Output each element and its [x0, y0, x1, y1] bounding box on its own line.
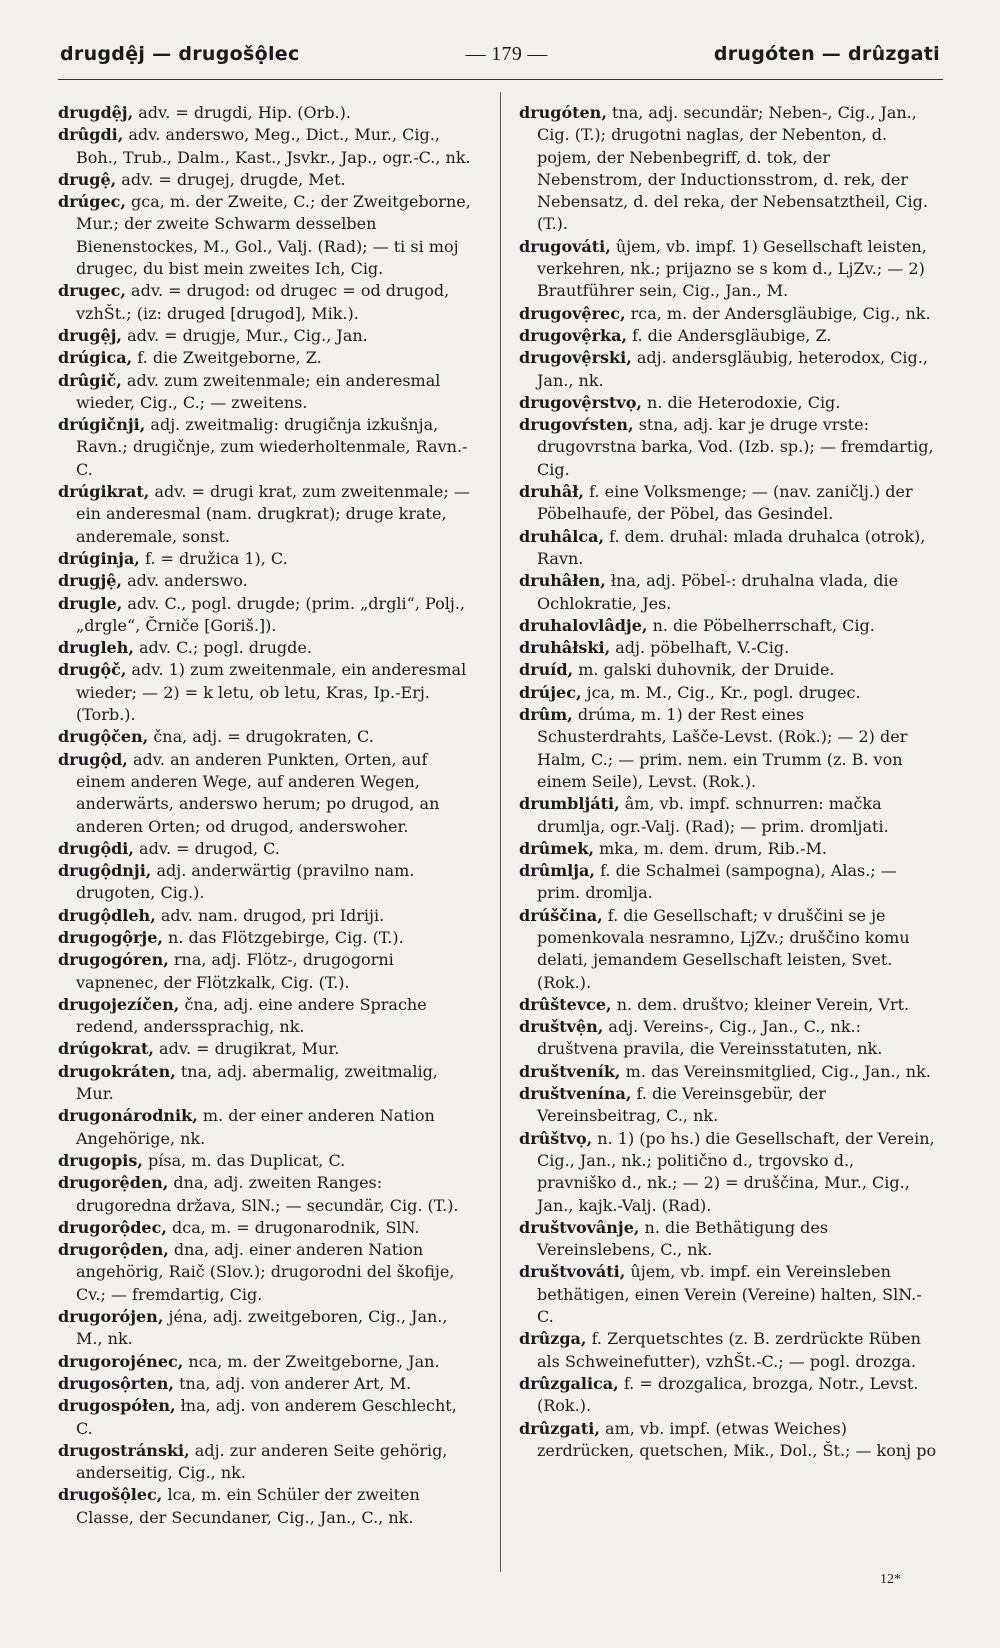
entry-headword: drûštvọ,	[519, 1128, 593, 1148]
dictionary-entry	[519, 1128, 937, 1217]
entry-headword: drûgdi,	[58, 125, 124, 145]
dictionary-entry	[58, 1105, 476, 1150]
entry-headword: drugováti,	[519, 236, 611, 256]
dictionary-entry	[58, 1061, 476, 1106]
dictionary-entry	[58, 659, 476, 726]
dictionary-entry	[58, 749, 476, 838]
entry-headword: drúginja,	[58, 548, 140, 568]
dictionary-entry	[58, 1440, 476, 1485]
entry-definition: adv. nam. drugod, pri Idriji.	[160, 905, 385, 925]
entry-definition: tna, adj. von anderer Art, M.	[179, 1373, 412, 1393]
entry-headword: drugovệrec,	[519, 303, 626, 323]
entry-headword: drugộd,	[58, 749, 128, 769]
dictionary-entry	[58, 124, 476, 169]
entry-headword: drugostránski,	[58, 1440, 190, 1460]
dictionary-entry	[519, 793, 937, 838]
dictionary-entry	[519, 1061, 937, 1083]
entry-definition: ûjem, vb. impf. 1) Gesellschaft leisten, verkehren, nk.; prijazno se s kom d., LjZv.; — 2) Brautführer sein, Cig., Jan., M.	[537, 236, 927, 301]
entry-definition: m. das Vereinsmitglied, Cig., Jan., nk.	[625, 1061, 931, 1081]
entry-definition: adj. anderwärtig (pravilno nam. drugoten, Cig.).	[76, 861, 415, 903]
entry-definition: m. der einer anderen Nation Angehörige, nk.	[76, 1106, 435, 1148]
entry-headword: društvenína,	[519, 1084, 632, 1104]
entry-definition: adj. pöbelhaft, V.-Cig.	[615, 638, 790, 658]
entry-definition: jéna, adj. zweitgeboren, Cig., Jan., M., nk.	[76, 1307, 448, 1349]
entry-headword: drúščina,	[519, 905, 603, 925]
dictionary-entry	[58, 347, 476, 369]
entry-headword: drugộdi,	[58, 838, 134, 858]
entry-definition: tna, adj. secundär; Neben-, Cig., Jan., Cig. (T.); drugotni naglas, der Nebenton, d. pojem, der Nebenbegriff, d. tok, der Nebenstrom, der Inductionsstrom, d. rek, der Nebensatz, d. del reka, der Nebensatztheil, Cig. (T.).	[537, 103, 928, 234]
dictionary-entry	[58, 726, 476, 748]
entry-definition: dca, m. = drugonarodnik, SlN.	[171, 1217, 420, 1237]
dictionary-entry	[58, 1395, 476, 1440]
entry-headword: drugleh,	[58, 638, 134, 658]
dictionary-entry	[58, 548, 476, 570]
entry-definition: f. die Zweitgeborne, Z.	[137, 348, 322, 368]
dictionary-entry	[58, 414, 476, 481]
entry-definition: adv. = drugod, C.	[139, 838, 280, 858]
dictionary-entry	[58, 1172, 476, 1217]
entry-headword: druíd,	[519, 660, 574, 680]
entry-definition: tna, adj. abermalig, zweitmalig, Mur.	[76, 1061, 438, 1104]
dictionary-entry	[519, 1373, 937, 1418]
entry-definition: adj. Vereins-, Cig., Jan., C., nk.: društvena pravila, die Vereinsstatuten, nk.	[537, 1017, 883, 1059]
header-left-guide-words: drugdệj — drugošộlec	[60, 43, 300, 65]
entry-headword: drugệ,	[58, 169, 117, 189]
entry-headword: drugospółen,	[58, 1396, 176, 1416]
entry-definition: adv. an anderen Punkten, Orten, auf einem anderen Wege, auf anderen Wegen, anderwärts, anderswo herum; po drugod, an anderen Orten; od drugod, anderswoher.	[76, 749, 440, 836]
dictionary-entry	[519, 838, 937, 860]
entry-headword: drugovệrka,	[519, 325, 628, 345]
entry-headword: drújec,	[519, 682, 582, 702]
entry-definition: n. die Bethätigung des Vereinslebens, C., nk.	[537, 1217, 829, 1260]
entry-headword: drúgec,	[58, 192, 126, 212]
entry-headword: društvovânje,	[519, 1217, 640, 1237]
entry-headword: drugdệj,	[58, 103, 134, 122]
entry-headword: drûštevce,	[519, 994, 612, 1014]
entry-headword: drûzga,	[519, 1329, 587, 1349]
entry-headword: drûm,	[519, 705, 573, 725]
entry-definition: f. dem. druhal: mlada druhalca (otrok), Ravn.	[537, 526, 926, 568]
page-number: — 179 —	[465, 42, 548, 65]
entry-headword: drugogộrje,	[58, 927, 163, 947]
entry-headword: drugovŕsten,	[519, 415, 634, 435]
dictionary-entry	[519, 682, 937, 704]
entry-definition: čna, adj. = drugokraten, C.	[153, 727, 374, 747]
entry-definition: rca, m. der Andersgläubige, Cig., nk.	[630, 303, 931, 323]
entry-headword: drugorójen,	[58, 1307, 164, 1327]
dictionary-entry	[519, 481, 937, 526]
running-header	[60, 36, 940, 72]
entry-headword: drûmek,	[519, 838, 595, 858]
dictionary-entry	[58, 570, 476, 592]
dictionary-entry	[58, 1484, 476, 1529]
entry-headword: drúgikrat,	[58, 482, 150, 502]
entry-definition: rna, adj. Flötz-, drugogorni vapnenec, der Flötzkalk, Cig. (T.).	[76, 950, 394, 992]
entry-headword: drugorệden,	[58, 1173, 169, 1193]
dictionary-entry	[58, 905, 476, 927]
header-rule	[58, 79, 943, 80]
entry-definition: adv. 1) zum zweitenmale, ein anderesmal wieder; — 2) = k letu, ob letu, Kras, Ip.-Erj. (Torb.).	[76, 660, 467, 725]
entry-headword: drugộčen,	[58, 727, 149, 747]
dictionary-entry	[58, 637, 476, 659]
entry-definition: n. die Heterodoxie, Cig.	[647, 392, 841, 412]
dictionary-entry	[58, 1217, 476, 1239]
dictionary-entry	[519, 1016, 937, 1061]
entry-headword: drumbljáti,	[519, 794, 620, 814]
entry-headword: druhalovlâdje,	[519, 615, 648, 635]
entry-definition: čna, adj. eine andere Sprache redend, anderssprachig, nk.	[76, 994, 427, 1037]
dictionary-entry	[519, 860, 937, 905]
entry-headword: drugjệ,	[58, 571, 122, 591]
entry-headword: drugorojénec,	[58, 1351, 184, 1371]
entry-headword: drugokráten,	[58, 1061, 176, 1081]
entry-definition: f. Zerquetschtes (z. B. zerdrückte Rüben als Schweinefutter), vzhŠt.-C.; — pogl. drozga.	[537, 1329, 921, 1371]
dictionary-entry	[519, 1083, 937, 1128]
dictionary-entry	[519, 102, 937, 236]
dictionary-entry	[58, 169, 476, 191]
entry-definition: adv. anderswo.	[127, 571, 248, 591]
entry-definition: stna, adj. kar je druge vrste: drugovrstna barka, Vod. (Izb. sp.); — fremdartig, Cig.	[537, 415, 934, 479]
entry-definition: f. = drozgalica, brozga, Notr., Levst. (Rok.).	[537, 1373, 919, 1416]
entry-headword: drugộdleh,	[58, 905, 156, 925]
dictionary-entry	[519, 236, 937, 303]
entry-definition: adv. = drugod: od drugec = od drugod, vzhŠt.; (iz: druged [drugod], Mik.).	[76, 281, 450, 323]
entry-definition: f. eine Volksmenge; — (nav. zaničlj.) der Pöbelhaufe, der Pöbel, das Gesindel.	[537, 482, 913, 524]
entry-definition: n. 1) (po hs.) die Gesellschaft, der Verein, Cig., Jan., nk.; politično d., trgovsko d., pravniško d., nk.; — 2) = druščina, Mur., Cig., Jan., kajk.-Valj. (Rad).	[537, 1128, 935, 1215]
dictionary-entry	[58, 860, 476, 905]
entry-headword: drugovệrski,	[519, 348, 632, 368]
dictionary-entry	[58, 1038, 476, 1060]
entry-definition: adv. = drugdi, Hip. (Orb.).	[138, 103, 351, 122]
column-divider	[500, 92, 501, 1572]
entry-definition: adj. zweitmalig: drugičnja izkušnja, Ravn.; drugičnje, zum wiederholtenmale, Ravn.-C.	[76, 415, 468, 479]
dictionary-entry	[58, 927, 476, 949]
entry-headword: drugošộlec,	[58, 1485, 163, 1505]
entry-headword: društvováti,	[519, 1262, 626, 1282]
entry-definition: lca, m. ein Schüler der zweiten Classe, der Secundaner, Cig., Jan., C., nk.	[76, 1485, 420, 1527]
header-right-guide-words: drugóten — drûzgati	[713, 43, 940, 65]
dictionary-entry	[58, 102, 476, 124]
entry-headword: drugosộrten,	[58, 1373, 174, 1393]
dictionary-entry	[58, 593, 476, 638]
entry-headword: drugorộdec,	[58, 1217, 167, 1237]
entry-headword: drugệj,	[58, 325, 122, 345]
entry-definition: písa, m. das Duplicat, C.	[148, 1150, 346, 1170]
entry-headword: drugonárodnik,	[58, 1106, 198, 1126]
dictionary-entry	[519, 1328, 937, 1373]
entry-definition: adv. C.; pogl. drugde.	[139, 638, 312, 658]
entry-definition: gca, m. der Zweite, C.; der Zweitgeborne, Mur.; der zweite Schwarm desselben Bienenstockes, M., Gol., Valj. (Rad); — ti si moj drugec, du bist mein zweites Ich, Cig.	[76, 192, 471, 279]
dictionary-entry	[58, 838, 476, 860]
entry-definition: łna, adj. Pöbel-: druhalna vlada, die Ochlokratie, Jes.	[537, 571, 899, 613]
entry-headword: drugovệrstvọ,	[519, 392, 642, 412]
dictionary-entry	[519, 347, 937, 392]
dictionary-entry	[519, 1217, 937, 1262]
right-column	[519, 102, 937, 1462]
signature-mark: 12*	[880, 1572, 901, 1587]
dictionary-entry	[58, 280, 476, 325]
entry-definition: dna, adj. einer anderen Nation angehörig, Raič (Slov.); drugorodni del škofije, Cv.; — fremdartig, Cig.	[76, 1240, 455, 1304]
entry-definition: drúma, m. 1) der Rest eines Schusterdrahts, Lašče-Levst. (Rok.); — 2) der Halm, C.; — prim. nem. ein Trumm (z. B. von einem Seile), Levst. (Rok.).	[537, 705, 908, 791]
dictionary-entry	[58, 1239, 476, 1306]
dictionary-entry	[58, 1351, 476, 1373]
entry-definition: jca, m. M., Cig., Kr., pogl. drugec.	[586, 682, 861, 702]
dictionary-entry	[58, 191, 476, 280]
entry-definition: f. die Vereinsgebür, der Vereinsbeitrag, C., nk.	[537, 1084, 826, 1126]
entry-headword: drugorộden,	[58, 1240, 169, 1260]
entry-definition: am, vb. impf. (etwas Weiches) zerdrücken, quetschen, Mik., Dol., Št.; — konj po	[537, 1418, 937, 1460]
dictionary-entry	[519, 414, 937, 481]
entry-definition: adj. zur anderen Seite gehörig, anderseitig, Cig., nk.	[76, 1440, 448, 1483]
entry-definition: adj. andersgläubig, heterodox, Cig., Jan., nk.	[537, 348, 928, 390]
entry-headword: drugec,	[58, 281, 126, 301]
dictionary-entry	[519, 615, 937, 637]
entry-definition: f. die Andersgläubige, Z.	[632, 325, 832, 345]
dictionary-entry	[519, 659, 937, 681]
dictionary-entry	[519, 392, 937, 414]
entry-headword: druhâlca,	[519, 526, 605, 546]
entry-headword: drugộdnji,	[58, 861, 152, 881]
entry-definition: f. die Gesellschaft; v druščini se je pomenkovala nesramno, LjZv.; druščino komu delati, jemandem Gesellschaft leisten, Svet. (Rok.).	[537, 905, 910, 992]
entry-definition: adv. = drugi krat, zum zweitenmale; — ein anderesmal (nam. drugkrat); druge krate, anderemale, sonst.	[76, 482, 470, 546]
dictionary-entry	[519, 905, 937, 994]
entry-definition: adv. C., pogl. drugde; (prim. „drgli“, Polj., „drgle“, Črniče [Goriš.]).	[76, 593, 466, 635]
dictionary-entry	[519, 526, 937, 571]
entry-headword: drûmlja,	[519, 861, 595, 881]
entry-headword: društvện,	[519, 1017, 604, 1037]
dictionary-entry	[58, 1306, 476, 1351]
dictionary-entry	[519, 1261, 937, 1328]
dictionary-entry	[58, 949, 476, 994]
entry-definition: adv. zum zweitenmale; ein anderesmal wieder, Cig., C.; — zweitens.	[76, 370, 441, 412]
dictionary-entry	[519, 994, 937, 1016]
entry-definition: n. die Pöbelherrschaft, Cig.	[652, 615, 875, 635]
entry-definition: n. das Flötzgebirge, Cig. (T.).	[168, 927, 404, 947]
entry-definition: adv. = drugej, drugde, Met.	[121, 169, 346, 189]
entry-definition: łna, adj. von anderem Geschlecht, C.	[76, 1396, 457, 1438]
entry-headword: drúgičnji,	[58, 415, 146, 435]
entry-headword: drúgica,	[58, 348, 133, 368]
entry-definition: adv. anderswo, Meg., Dict., Mur., Cig., Boh., Trub., Dalm., Kast., Jsvkr., Jap., ogr.-C., nk.	[76, 125, 471, 167]
entry-headword: drúgokrat,	[58, 1039, 154, 1059]
entry-definition: âm, vb. impf. schnurren: mačka drumlja, ogr.-Valj. (Rad); — prim. dromljati.	[537, 794, 889, 836]
entry-headword: druhâł,	[519, 482, 584, 502]
entry-headword: društveník,	[519, 1061, 621, 1081]
entry-definition: f. die Schalmei (sampogna), Alas.; — prim. dromlja.	[537, 861, 897, 903]
entry-definition: mka, m. dem. drum, Rib.-M.	[599, 838, 827, 858]
dictionary-entry	[519, 570, 937, 615]
dictionary-entry	[58, 1373, 476, 1395]
entry-headword: drugojezíčen,	[58, 994, 180, 1014]
entry-definition: dna, adj. zweiten Ranges: drugoredna država, SlN.; — secundär, Cig. (T.).	[76, 1173, 459, 1215]
entry-definition: m. galski duhovnik, der Druide.	[578, 660, 835, 680]
dictionary-entry	[519, 637, 937, 659]
entry-definition: adv. = drugje, Mur., Cig., Jan.	[127, 325, 368, 345]
dictionary-entry	[58, 1150, 476, 1172]
entry-definition: ûjem, vb. impf. ein Vereinsleben bethätigen, einen Verein (Vereine) halten, SlN.-C.	[537, 1262, 922, 1327]
entry-headword: druhâłski,	[519, 638, 611, 658]
dictionary-entry	[519, 303, 937, 325]
entry-headword: drûzgati,	[519, 1418, 600, 1438]
dictionary-entry	[519, 325, 937, 347]
entry-definition: n. dem. društvo; kleiner Verein, Vrt.	[616, 994, 910, 1014]
entry-definition: adv. = drugikrat, Mur.	[159, 1039, 340, 1059]
entry-headword: drugộč,	[58, 660, 127, 680]
entry-headword: drugogóren,	[58, 950, 169, 970]
entry-headword: drûzgalica,	[519, 1373, 619, 1393]
dictionary-entry	[519, 1418, 937, 1463]
dictionary-entry	[58, 370, 476, 415]
left-column	[58, 102, 476, 1529]
dictionary-entry	[58, 325, 476, 347]
entry-headword: drûgič,	[58, 370, 122, 390]
entry-headword: drugóten,	[519, 103, 607, 122]
entry-headword: drugopis,	[58, 1150, 143, 1170]
entry-headword: drugle,	[58, 593, 123, 613]
dictionary-entry	[58, 481, 476, 548]
entry-definition: f. = družica 1), C.	[144, 548, 288, 568]
dictionary-entry	[519, 704, 937, 793]
dictionary-entry	[58, 994, 476, 1039]
entry-headword: druhâłen,	[519, 571, 606, 591]
entry-definition: nca, m. der Zweitgeborne, Jan.	[188, 1351, 440, 1371]
